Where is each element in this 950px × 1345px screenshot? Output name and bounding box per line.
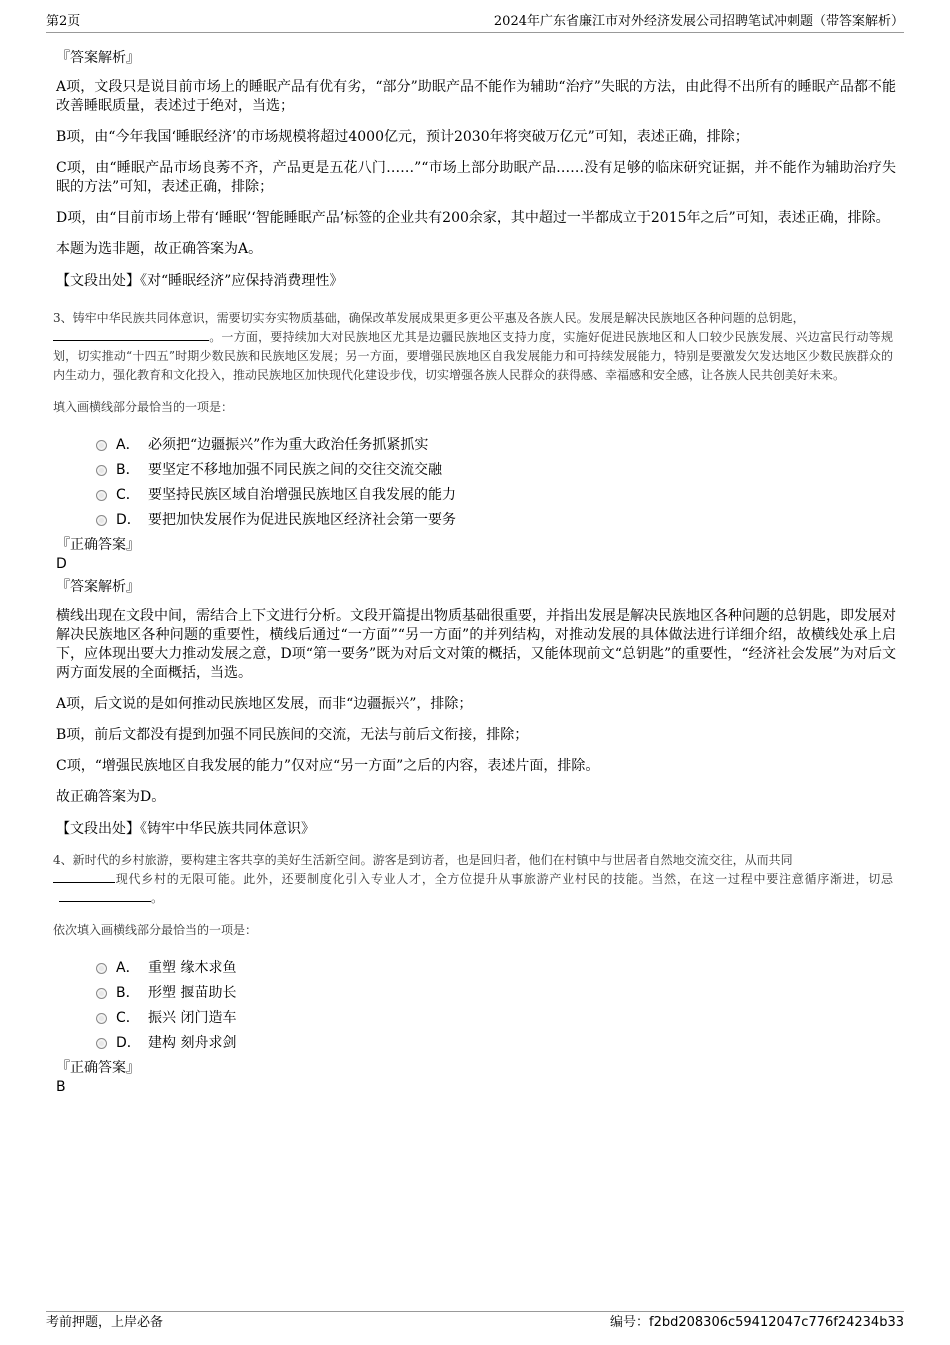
option-letter: A．	[116, 437, 140, 453]
option-text: 建构 刻舟求剑	[148, 1035, 237, 1051]
option-letter: C．	[116, 487, 140, 503]
q4-option-d[interactable]	[96, 1033, 896, 1053]
q4-prompt: 依次填入画横线部分最恰当的一项是：	[53, 923, 258, 937]
option-text: 振兴 闭门造车	[148, 1010, 237, 1026]
option-text: 重塑 缘木求鱼	[148, 960, 237, 976]
document-body	[53, 44, 896, 1100]
q3-correct-label: 『正确答案』	[56, 537, 140, 553]
radio-icon[interactable]	[96, 963, 107, 974]
radio-icon[interactable]	[96, 515, 107, 526]
option-text: 要坚定不移地加强不同民族之间的交往交流交融	[148, 462, 442, 478]
q2-analysis-a: A项，文段只是说目前市场上的睡眠产品有优有劣，“部分”助眠产品不能作为辅助“治疗”失眠的方法，由此得不出所有的睡眠产品都不能改善睡眠质量，表述过于绝对，当选；	[56, 79, 896, 114]
q3-conclusion: 故正确答案为D。	[56, 789, 166, 805]
radio-icon[interactable]	[96, 440, 107, 451]
q3-analysis-a: A项，后文说的是如何推动民族地区发展，而非“边疆振兴”，排除；	[56, 696, 473, 712]
q3-prompt: 填入画横线部分最恰当的一项是：	[53, 400, 234, 414]
q3-analysis-main: 横线出现在文段中间，需结合上下文进行分析。文段开篇提出物质基础很重要，并指出发展是解决民族地区各种问题的总钥匙，即发展对解决民族地区各种问题的重要性，横线后通过“一方面”“另一方面”的并列结构，对推动发展的具体做法进行详细介绍，故横线处承上启下，应体现出要大力推动发展之意，D项“第一要务”既为对后文对策的概括，又能体现前文“总钥匙”的重要性，“经济社会发展”为对后文两方面发展的全面概括，当选。	[56, 608, 896, 681]
q4-option-b[interactable]	[96, 983, 896, 1003]
document-title: 2024年广东省廉江市对外经济发展公司招聘笔试冲刺题（带答案解析）	[493, 14, 904, 29]
q3-text-before: 3、铸牢中华民族共同体意识，需要切实夯实物质基础，确保改革发展成果更多更公平惠及各族人民。发展是解决民族地区各种问题的总钥匙，	[53, 311, 805, 325]
q4-text-after: 。	[151, 891, 164, 905]
page-header	[46, 12, 904, 33]
q3-text-after: 。一方面，要持续加大对民族地区尤其是边疆民族地区支持力度，实施好促进民族地区和人口较少民族发展、兴边富民行动等规划，切实推动“十四五”时期少数民族和民族地区发展；另一方面，要增强民族地区自我发展能力和可持续发展能力，特别是要激发欠发达地区少数民族群众的内生动力，强化教育和文化投入，推动民族地区加快现代化建设步伐，切实增强各族人民群众的获得感、幸福感和安全感，让各族人民共创美好未来。	[53, 330, 893, 382]
q4-text-before: 4、新时代的乡村旅游，要构建主客共享的美好生活新空间。游客是到访者，也是回归者，他们在村镇中与世居者自然地交流交往，从而共同	[53, 853, 793, 867]
radio-icon[interactable]	[96, 1013, 107, 1024]
q2-analysis-d: D项，由“目前市场上带有‘睡眠’‘智能睡眠产品’标签的企业共有200余家，其中超过一半都成立于2015年之后”可知，表述正确，排除。	[56, 210, 890, 226]
q3-option-a[interactable]	[96, 435, 896, 455]
option-text: 形塑 揠苗助长	[148, 985, 237, 1001]
radio-icon[interactable]	[96, 490, 107, 501]
option-text: 要把加快发展作为促进民族地区经济社会第一要务	[148, 512, 456, 528]
q4-option-c[interactable]	[96, 1008, 896, 1028]
q4-blank-1	[53, 870, 115, 883]
q3-correct-answer: D	[56, 556, 67, 572]
footer-slogan: 考前押题，上岸必备	[46, 1315, 164, 1330]
q2-conclusion: 本题为选非题，故正确答案为A。	[56, 241, 263, 257]
document-code	[610, 1313, 904, 1333]
q3-option-c[interactable]	[96, 485, 896, 505]
radio-icon[interactable]	[96, 1038, 107, 1049]
q3-analysis-b: B项，前后文都没有提到加强不同民族间的交流，无法与前后文衔接，排除；	[56, 727, 529, 743]
q2-analysis-b: B项，由“今年我国‘睡眠经济’的市场规模将超过4000亿元，预计2030年将突破万亿元”可知，表述正确，排除；	[56, 129, 749, 145]
q3-analysis-label: 『答案解析』	[56, 579, 140, 595]
option-letter: D．	[116, 512, 141, 528]
q4-stem	[53, 851, 893, 908]
q4-correct-answer: B	[56, 1079, 66, 1095]
option-letter: A．	[116, 960, 140, 976]
code-label: 编号：	[610, 1315, 650, 1330]
option-text: 要坚持民族区域自治增强民族地区自我发展的能力	[148, 487, 456, 503]
option-letter: C．	[116, 1010, 140, 1026]
q2-analysis-c: C项，由“睡眠产品市场良莠不齐，产品更是五花八门……”“市场上部分助眠产品……没有足够的临床研究证据，并不能作为辅助治疗失眠的方法”可知，表述正确，排除；	[56, 160, 896, 195]
q3-source: 【文段出处】《铸牢中华民族共同体意识》	[56, 821, 315, 837]
option-letter: B．	[116, 462, 140, 478]
q3-option-b[interactable]	[96, 460, 896, 480]
option-letter: D．	[116, 1035, 141, 1051]
radio-icon[interactable]	[96, 465, 107, 476]
option-text: 必须把“边疆振兴”作为重大政治任务抓紧抓实	[148, 437, 429, 453]
q4-blank-2	[59, 889, 151, 902]
q3-options	[96, 435, 896, 530]
q2-source: 【文段出处】《对“睡眠经济”应保持消费理性》	[56, 273, 344, 289]
q4-text-mid: 现代乡村的无限可能。此外，还要制度化引入专业人才，全方位提升从事旅游产业村民的技能。当然，在这一过程中要注意循序渐进，切忌	[115, 872, 893, 886]
q4-correct-label: 『正确答案』	[56, 1060, 140, 1076]
option-letter: B．	[116, 985, 140, 1001]
q2-analysis-label: 『答案解析』	[56, 50, 140, 66]
radio-icon[interactable]	[96, 988, 107, 999]
code-value: f2bd208306c59412047c776f24234b33	[649, 1315, 904, 1330]
q4-options	[96, 958, 896, 1053]
q3-option-d[interactable]	[96, 510, 896, 530]
page-number: 第2页	[46, 14, 81, 29]
q4-option-a[interactable]	[96, 958, 896, 978]
q3-analysis-c: C项，“增强民族地区自我发展的能力”仅对应“另一方面”之后的内容，表述片面，排除。	[56, 758, 600, 774]
q3-stem	[53, 309, 893, 385]
page-footer	[46, 1311, 904, 1332]
q3-blank	[53, 328, 209, 341]
